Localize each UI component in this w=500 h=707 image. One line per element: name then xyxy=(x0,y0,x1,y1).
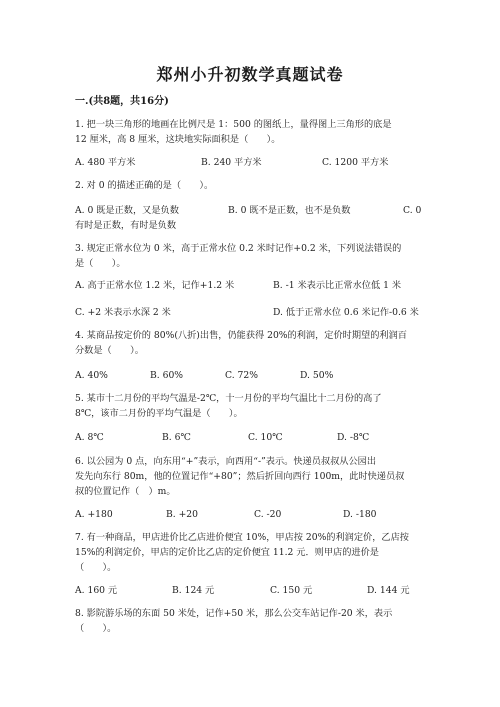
question-4-option-d: D. 50% xyxy=(300,370,334,381)
question-1-line-2: 12 厘米，高 8 厘米，这块地实际面积是（ ）。 xyxy=(75,134,281,145)
question-3-line-2: 是（ ）。 xyxy=(75,258,126,269)
question-6-line-3: 叔的位置记作（ ）m。 xyxy=(75,486,176,497)
question-4-option-c: C. 72% xyxy=(225,370,258,381)
question-1-stem xyxy=(75,117,425,147)
question-3-option-b: B. -1 米表示比正常水位低 1 米 xyxy=(273,280,402,291)
question-3-option-a: A. 高于正常水位 1.2 米，记作+1.2 米 xyxy=(75,280,235,291)
page-title: 郑州小升初数学真题试卷 xyxy=(156,65,344,84)
question-6-option-d: D. -180 xyxy=(343,509,377,520)
question-6-option-b: B. +20 xyxy=(166,509,198,520)
question-1-option-c: C. 1200 平方米 xyxy=(322,157,389,168)
question-4-line-1: 4. 某商品按定价的 80%(八折)出售，仍能获得 20%的利润，定价时期望的利润百 xyxy=(75,330,407,341)
question-7-option-d: D. 144 元 xyxy=(367,585,410,596)
question-5-option-b: B. 6℃ xyxy=(162,432,191,443)
question-2-option-b: B. 0 既不是正数，也不是负数 xyxy=(228,205,351,216)
question-1-option-b: B. 240 平方米 xyxy=(201,157,262,168)
question-7-line-3: （ ）。 xyxy=(75,562,117,573)
question-7-stem xyxy=(75,530,425,575)
question-7-line-2: 15%的利润定价，甲店的定价比乙店的定价便宜 11.2 元．则甲店的进价是 xyxy=(75,547,379,558)
question-5-option-a: A. 8℃ xyxy=(75,432,104,443)
question-1-option-a: A. 480 平方米 xyxy=(75,157,136,168)
question-2-stem xyxy=(75,178,425,193)
question-7-option-c: C. 150 元 xyxy=(270,585,313,596)
question-6-stem xyxy=(75,454,425,499)
question-3-option-c: C. +2 米表示水深 2 米 xyxy=(75,307,171,318)
question-2-option-c: C. 0 xyxy=(403,205,422,216)
question-3-option-d: D. 低于正常水位 0.6 米记作-0.6 米 xyxy=(273,307,419,318)
question-5-stem xyxy=(75,391,425,421)
question-1-line-1: 1. 把一块三角形的地画在比例尺是 1：500 的图纸上，量得图上三角形的底是 xyxy=(75,119,392,130)
question-2-line-1: 2. 对 0 的描述正确的是（ ）。 xyxy=(75,180,214,191)
question-3-stem xyxy=(75,241,425,271)
question-8-line-1: 8. 影院游乐场的东面 50 米处，记作+50 米，那么公交车站记作-20 米，表示 xyxy=(75,608,393,619)
question-5-line-1: 5. 某市十二月份的平均气温是-2℃，十一月份的平均气温比十二月份的高了 xyxy=(75,393,382,404)
question-5-line-2: 8℃，该市二月份的平均气温是（ ）。 xyxy=(75,408,243,419)
question-5-option-c: C. 10℃ xyxy=(248,432,283,443)
question-2-option-c-continued: 有时是正数，有时是负数 xyxy=(75,220,177,231)
question-8-stem xyxy=(75,606,425,636)
question-4-option-b: B. 60% xyxy=(150,370,184,381)
question-4-stem xyxy=(75,328,425,358)
question-6-option-a: A. +180 xyxy=(75,509,113,520)
question-6-option-c: C. -20 xyxy=(254,509,282,520)
question-7-option-b: B. 124 元 xyxy=(172,585,215,596)
question-7-line-1: 7. 有一种商品，甲店进价比乙店进价便宜 10%，甲店按 20%的利润定价，乙店按 xyxy=(75,532,409,543)
question-2-option-a: A. 0 既是正数，又是负数 xyxy=(75,205,179,216)
question-4-line-2: 分数是（ ）。 xyxy=(75,345,144,356)
question-6-line-2: 发先向东行 80m，他的位置记作“+80”；然后折回向西行 100m，此时快递员叔 xyxy=(75,471,405,482)
question-6-line-1: 6. 以公园为 0 点，向东用“+”表示，向西用“-”表示。快递员叔叔从公园出 xyxy=(75,456,377,467)
section-heading: 一.(共8题，共16分) xyxy=(75,96,169,107)
question-5-option-d: D. -8℃ xyxy=(337,432,370,443)
question-4-option-a: A. 40% xyxy=(75,370,108,381)
question-8-line-2: （ ）。 xyxy=(75,623,117,634)
question-3-line-1: 3. 规定正常水位为 0 米，高于正常水位 0.2 米时记作+0.2 米，下列说法错误的 xyxy=(75,243,402,254)
question-7-option-a: A. 160 元 xyxy=(75,585,118,596)
